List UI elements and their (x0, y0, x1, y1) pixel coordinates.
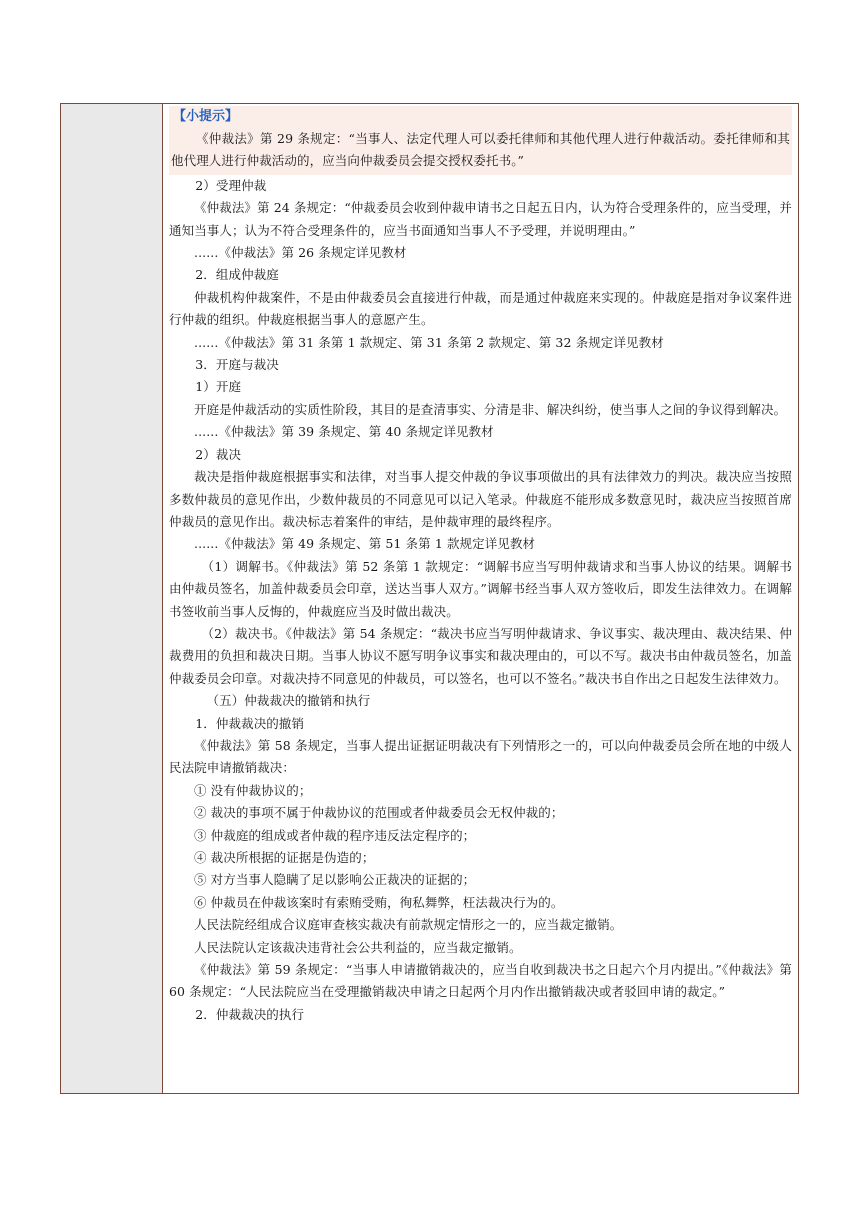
paragraph: 2）裁决 (195, 446, 242, 462)
paragraph: 仲裁机构仲裁案件，不是由仲裁委员会直接进行仲裁，而是通过仲裁庭来实现的。仲裁庭是指对争议案件进行仲裁的组织。仲裁庭根据当事人的意愿产生。 (169, 289, 792, 328)
paragraph: 1．仲裁裁决的撤销 (195, 715, 305, 731)
paragraph: ......《仲裁法》第 39 条规定、第 40 条规定详见教材 (194, 424, 494, 440)
paragraph: （五）仲裁裁决的撤销和执行 (206, 693, 371, 709)
paragraph: 1）开庭 (195, 379, 242, 395)
right-column (163, 104, 798, 1093)
paragraph: 《仲裁法》第 59 条规定：“当事人申请撤销裁决的，应当自收到裁决书之日起六个月内提出。”《仲裁法》第 60 条规定：“人民法院应当在受理撤销裁决申请之日起两个月内作出撤销裁决或者驳回申请的裁定。” (169, 962, 792, 1000)
paragraph: ④ 裁决所根据的证据是伪造的； (194, 850, 375, 865)
paragraph: ......《仲裁法》第 26 条规定详见教材 (194, 245, 407, 261)
paragraph: 人民法院认定该裁决违背社会公共利益的，应当裁定撤销。 (194, 939, 522, 955)
paragraph: 裁决是指仲裁庭根据事实和法律，对当事人提交仲裁的争议事项做出的具有法律效力的判决。裁决应当按照多数仲裁员的意见作出，少数仲裁员的不同意见可以记入笔录。仲裁庭不能形成多数意见时，裁决应当按照首席仲裁员的意见作出。裁决标志着案件的审结，是仲裁审理的最终程序。 (169, 469, 792, 529)
paragraph: 3．开庭与裁决 (195, 357, 279, 373)
paragraph: 2．仲裁裁决的执行 (195, 1006, 305, 1022)
paragraph: ② 裁决的事项不属于仲裁协议的范围或者仲裁委员会无权仲裁的； (194, 805, 564, 821)
paragraph: （2）裁决书。《仲裁法》第 54 条规定：“裁决书应当写明仲裁请求、争议事实、裁决理由、裁决结果、仲裁费用的负担和裁决日期。当事人协议不愿写明争议事实和裁决理由的，可以不写。裁决书由仲裁员签名，加盖仲裁委员会印章。对裁决持不同意见的仲裁员，可以签名，也可以不签名。”裁决书自作出之日起发生法律效力。 (169, 625, 792, 686)
paragraph: ......《仲裁法》第 49 条规定、第 51 条第 1 款规定详见教材 (194, 536, 536, 552)
left-column (61, 104, 163, 1093)
tip-text: 《仲裁法》第 29 条规定：“当事人、法定代理人可以委托律师和其他代理人进行仲裁活动。委托律师和其他代理人进行仲裁活动的，应当向仲裁委员会提交授权委托书。” (171, 131, 790, 169)
paragraph: （1）调解书。《仲裁法》第 52 条第 1 款规定：“调解书应当写明仲裁请求和当事人协议的结果。调解书由仲裁员签名，加盖仲裁委员会印章，送达当事人双方。”调解书经当事人双方签收后，即发生法律效力。在调解书签收前当事人反悔的，仲裁庭应当及时做出裁决。 (169, 558, 792, 619)
body-text (169, 175, 792, 1026)
paragraph: ③ 仲裁庭的组成或者仲裁的程序违反法定程序的； (194, 827, 476, 843)
paragraph: 人民法院经组成合议庭审查核实裁决有前款规定情形之一的，应当裁定撤销。 (194, 917, 623, 933)
paragraph: 开庭是仲裁活动的实质性阶段，其目的是查清事实、分清是非、解决纠纷，使当事人之间的争议得到解决。 (194, 401, 787, 417)
paragraph: ......《仲裁法》第 31 条第 1 款规定、第 31 条第 2 款规定、第 32 条规定详见教材 (194, 334, 664, 350)
paragraph: 2）受理仲裁 (195, 177, 267, 193)
paragraph: 《仲裁法》第 24 条规定：“仲裁委员会收到仲裁申请书之日起五日内，认为符合受理条件的，应当受理，并通知当事人；认为不符合受理条件的，应当书面通知当事人不予受理，并说明理由。” (169, 200, 792, 238)
paragraph: ① 没有仲裁协议的； (194, 782, 312, 798)
paragraph: ⑤ 对方当事人隐瞒了足以影响公正裁决的证据的； (194, 872, 476, 888)
paragraph: 2．组成仲裁庭 (195, 267, 279, 283)
content-table (60, 103, 799, 1094)
paragraph: ⑥ 仲裁员在仲裁该案时有索贿受贿，徇私舞弊，枉法裁决行为的。 (194, 894, 564, 910)
tip-title: 【小提示】 (173, 109, 239, 124)
tip-box (169, 106, 792, 175)
paragraph: 《仲裁法》第 58 条规定，当事人提出证据证明裁决有下列情形之一的，可以向仲裁委员会所在地的中级人民法院申请撤销裁决： (169, 737, 792, 776)
